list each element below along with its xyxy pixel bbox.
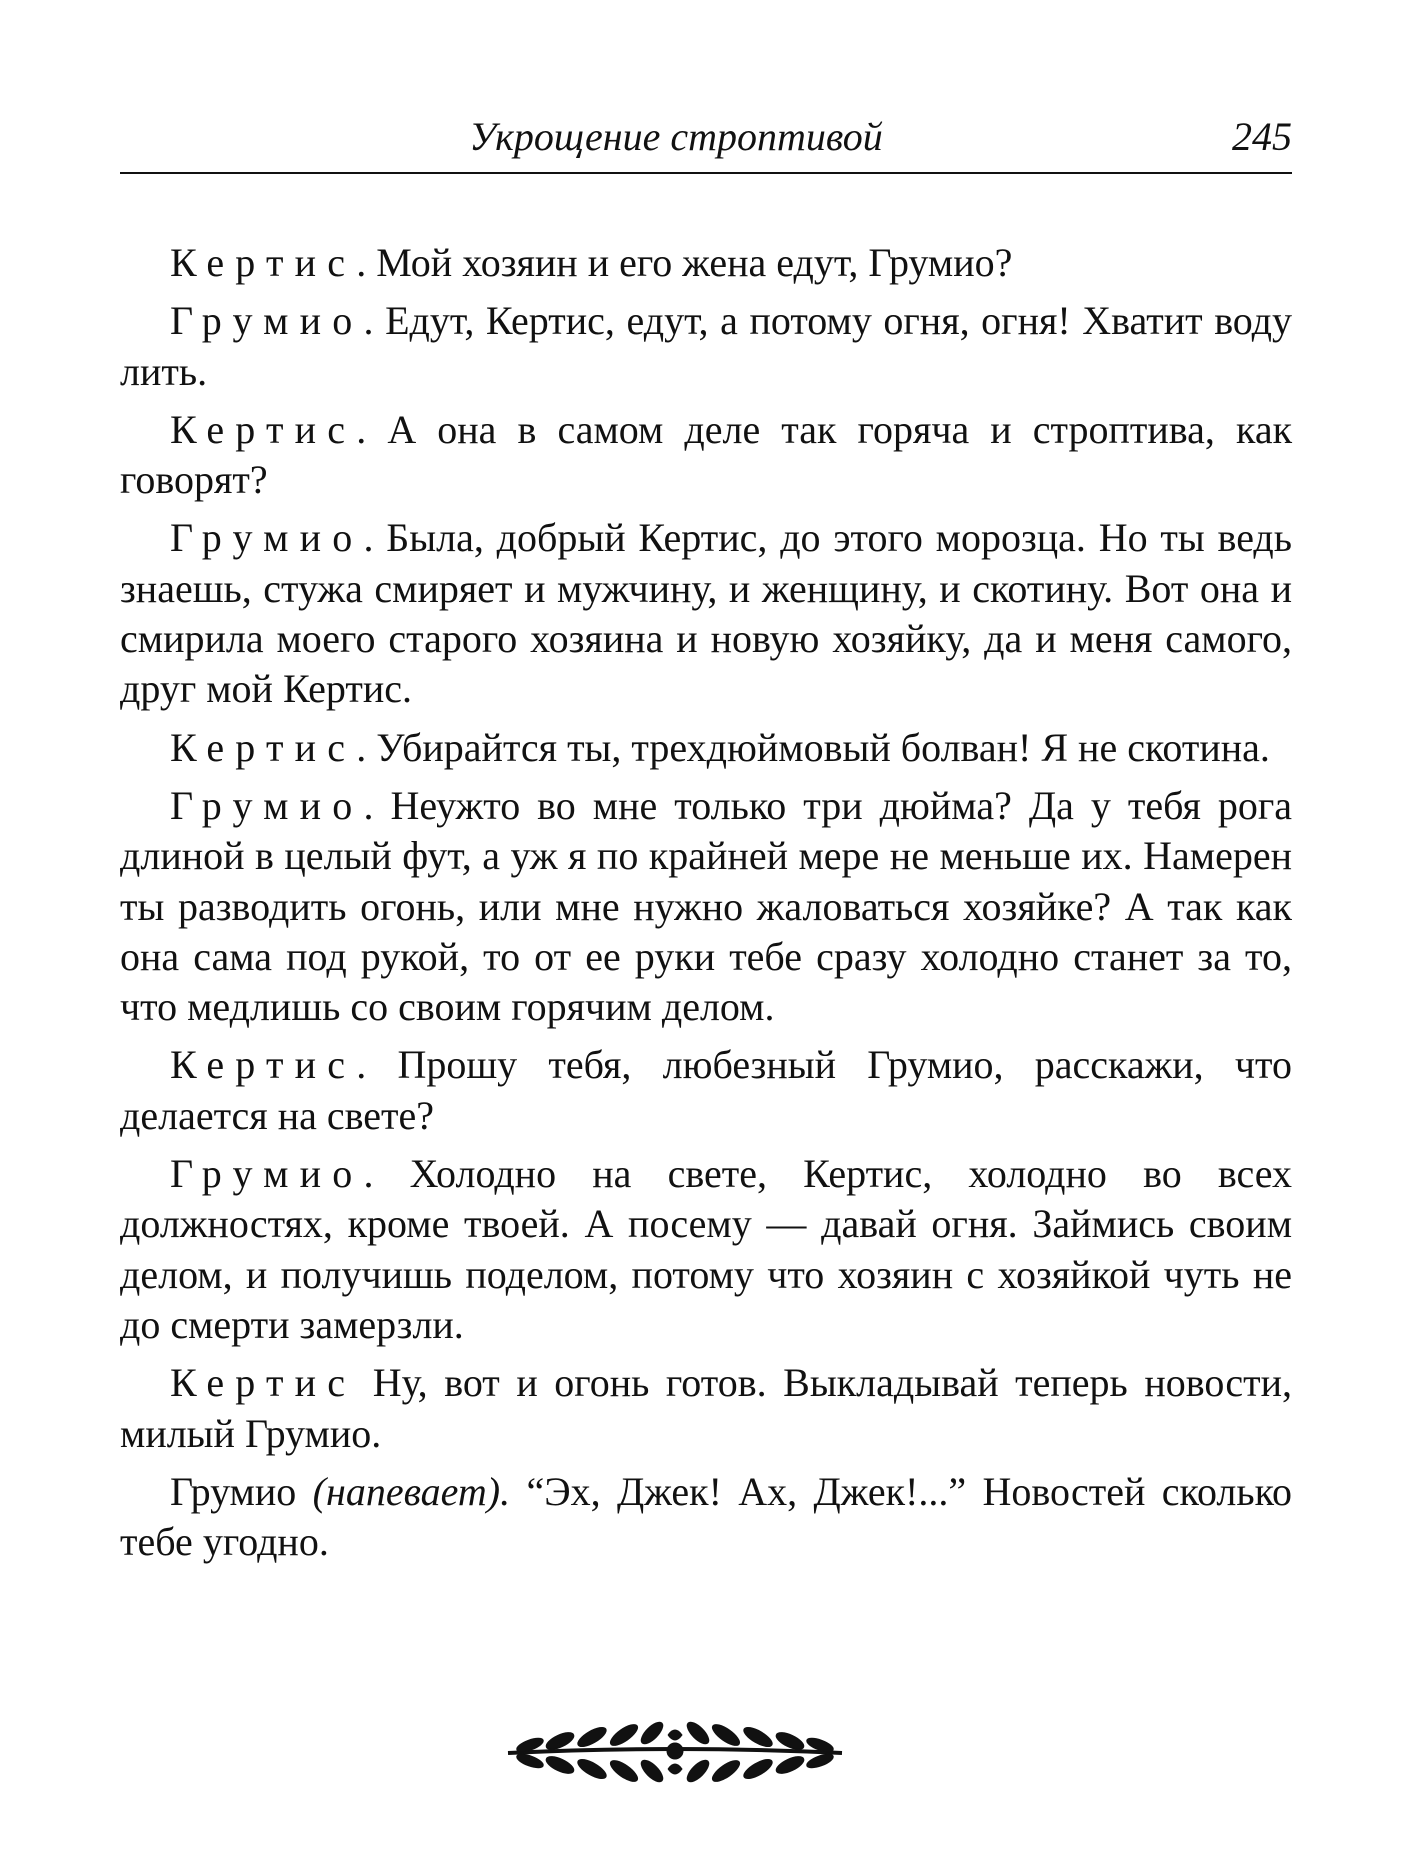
speech-text: Мой хозяин и его жена едут, Грумио?	[376, 240, 1013, 285]
speaker-name: Кертис	[170, 724, 357, 770]
speech: Кертис. Убирайтся ты, трехдюймовый болван! Я не скотина.	[170, 724, 1270, 770]
speech: Грумио. Была, добрый Кертис, до этого морозца. Но ты ведь знаешь, стужа смиряет и мужчину, и женщину, и скотину. Вот она и смирила моего старого хозяина и новую хозяйку, да и меня самого, друг мой Кертис.	[120, 515, 1293, 712]
play-text	[120, 238, 1292, 1575]
running-title: Укрощение строптивой	[469, 114, 883, 159]
speech: Грумио. Неужто во мне только три дюйма? Да у тебя рога длиной в целый фут, а уж я по крайней мере не меньше их. Намерен ты разводить огонь, или мне нужно жаловаться хозяйке? А так как она сама под рукой, то от ее руки тебе сразу холодно станет за то, что медлишь со своим горячим делом.	[120, 782, 1293, 1030]
speech-text: Ну, вот и огонь готов. Выкладывай теперь новости, милый Грумио.	[120, 1360, 1292, 1456]
speech	[120, 1358, 1292, 1459]
laurel-branch-ornament-icon	[500, 1715, 850, 1790]
speaker-name: Кертис	[170, 406, 357, 452]
speaker-name: Грумио	[170, 298, 364, 344]
speech-text: Прошу тебя, любезный Грумио, расскажи, что делается на свете?	[120, 1042, 1292, 1138]
speech-text: “Эх, Джек! Ах, Джек!...” Новостей сколько тебе угодно.	[120, 1468, 1293, 1565]
speech: Кертис. Прошу тебя, любезный Грумио, расскажи, что делается на свете?	[120, 1042, 1292, 1138]
speech: Грумио. Едут, Кертис, едут, а потому огня, огня! Хватит воду лить.	[120, 298, 1293, 394]
page-number: 245	[1232, 114, 1292, 159]
speaker-name: Грумио	[170, 1468, 297, 1514]
speaker-name: Кертис	[170, 1360, 357, 1406]
speaker-name: Грумио	[170, 1151, 364, 1197]
running-header	[120, 112, 1292, 174]
speech-text: Едут, Кертис, едут, а потому огня, огня! Хватит воду лить.	[120, 298, 1293, 394]
speech-text: Неужто во мне только три дюйма? Да у тебя рога длиной в целый фут, а уж я по крайней мере не меньше их. Намерен ты разводить огонь, или мне нужно жаловаться хозяйке? А так как она сама под рукой, то от ее руки тебе сразу холодно станет за то, что медлишь со своим горячим делом.	[120, 782, 1293, 1030]
speech: Кертис. А она в самом деле так горяча и строптива, как говорят?	[120, 406, 1293, 503]
speaker-name: Грумио	[170, 515, 364, 561]
speech: Кертис. Мой хозяин и его жена едут, Грумио?	[170, 240, 1013, 285]
speech-text: А она в самом деле так горяча и строптива, как говорят?	[120, 406, 1293, 503]
speech-text: Холодно на свете, Кертис, холодно во всех должностях, кроме твоей. А посему — давай огня. Займись своим делом, и получишь поделом, потому что хозяин с хозяйкой чуть не до смерти замерзли.	[120, 1151, 1293, 1347]
stage-direction: (напевает).	[312, 1468, 511, 1514]
speech-text: Убирайтся ты, трехдюймовый болван! Я не скотина.	[376, 724, 1270, 770]
speech-text: Была, добрый Кертис, до этого морозца. Но ты ведь знаешь, стужа смиряет и мужчину, и женщину, и скотину. Вот она и смирила моего старого хозяина и новую хозяйку, да и меня самого, друг мой Кертис.	[120, 515, 1293, 712]
speech-final	[120, 1467, 1292, 1568]
speaker-name: Кертис	[170, 1042, 357, 1088]
speaker-name: Грумио	[170, 782, 364, 828]
speaker-name: Кертис	[170, 240, 357, 285]
speech: Грумио. Холодно на свете, Кертис, холодно во всех должностях, кроме твоей. А посему — давай огня. Займись своим делом, и получишь поделом, потому что хозяин с хозяйкой чуть не до смерти замерзли.	[120, 1151, 1293, 1347]
